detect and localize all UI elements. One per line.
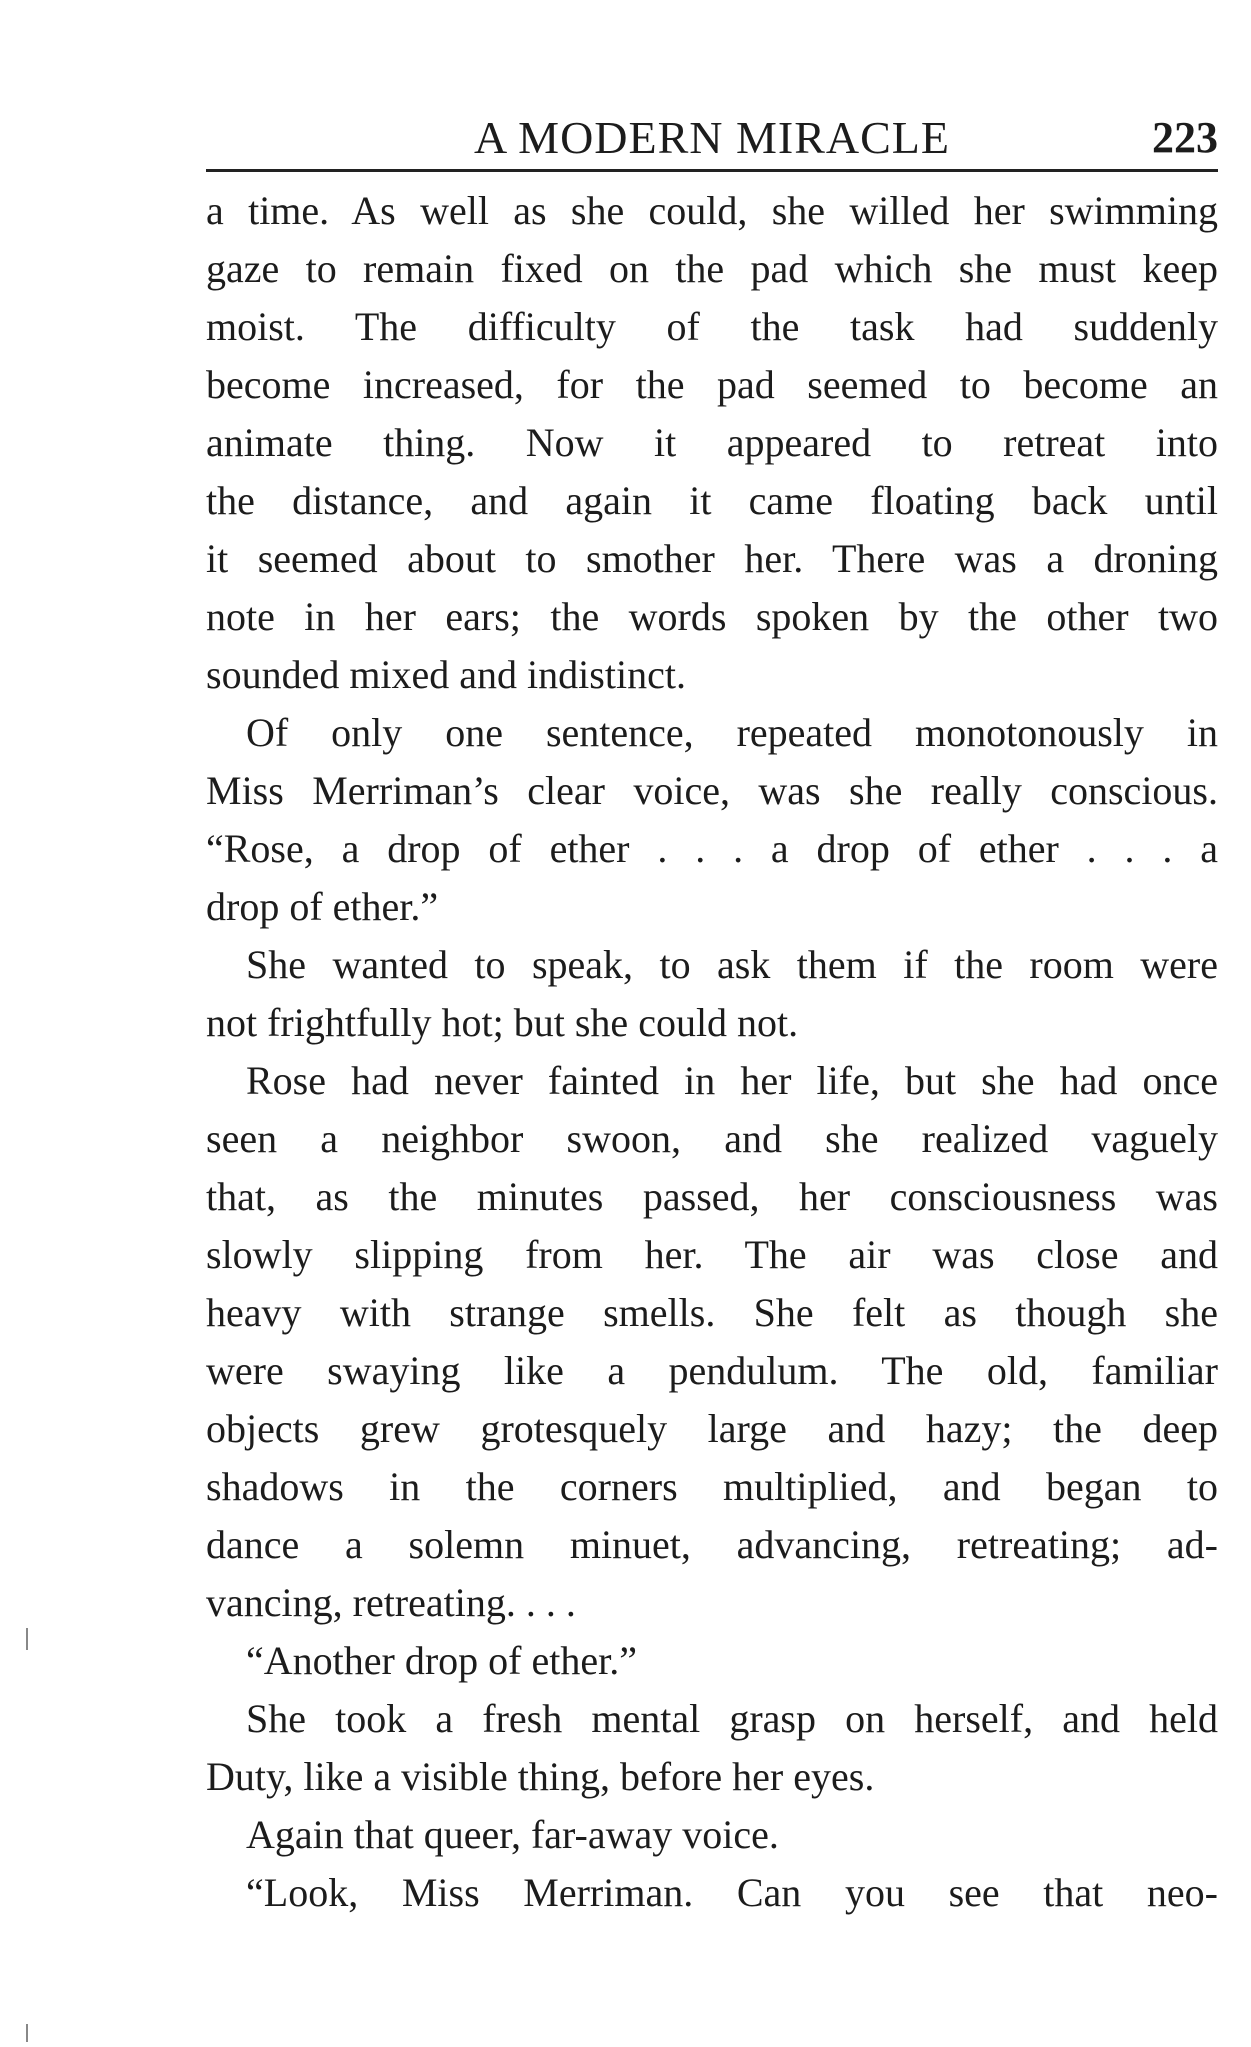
text-line: seen a neighbor swoon, and she realized vaguely bbox=[206, 1116, 1218, 1161]
text-line: Of only one sentence, repeated monotonously in bbox=[246, 710, 1218, 755]
book-page bbox=[206, 110, 1218, 1922]
text-line: objects grew grotesquely large and hazy; the deep bbox=[206, 1406, 1218, 1451]
text-line: “Another drop of ether.” bbox=[246, 1638, 637, 1683]
text-line: a time. As well as she could, she willed her swimming bbox=[206, 188, 1218, 233]
margin-speck bbox=[26, 1628, 28, 1650]
text-line: were swaying like a pendulum. The old, familiar bbox=[206, 1348, 1218, 1393]
text-line: sounded mixed and indistinct. bbox=[206, 652, 686, 697]
page-header bbox=[206, 110, 1218, 172]
text-line: animate thing. Now it appeared to retreat into bbox=[206, 420, 1218, 465]
text-line: She took a fresh mental grasp on herself, and held bbox=[246, 1696, 1218, 1741]
text-line: “Look, Miss Merriman. Can you see that neo- bbox=[246, 1870, 1218, 1915]
text-line: slowly slipping from her. The air was close and bbox=[206, 1232, 1218, 1277]
text-line: the distance, and again it came floating back until bbox=[206, 478, 1218, 523]
text-line: shadows in the corners multiplied, and began to bbox=[206, 1464, 1218, 1509]
text-line: gaze to remain fixed on the pad which she must keep bbox=[206, 246, 1218, 291]
page-number: 223 bbox=[1152, 113, 1218, 162]
text-line: Miss Merriman’s clear voice, was she really conscious. bbox=[206, 768, 1218, 813]
text-line: She wanted to speak, to ask them if the room were bbox=[246, 942, 1218, 987]
text-line: it seemed about to smother her. There was a droning bbox=[206, 536, 1218, 581]
body-text bbox=[206, 182, 1218, 1922]
text-line: moist. The difficulty of the task had suddenly bbox=[206, 304, 1218, 349]
text-line: vancing, retreating. . . . bbox=[206, 1580, 576, 1625]
text-line: become increased, for the pad seemed to become an bbox=[206, 362, 1218, 407]
margin-speck bbox=[26, 2024, 28, 2042]
text-line: “Rose, a drop of ether . . . a drop of ether . . . a bbox=[206, 826, 1218, 871]
text-line: Again that queer, far-away voice. bbox=[246, 1812, 779, 1857]
text-line: drop of ether.” bbox=[206, 884, 439, 929]
text-line: note in her ears; the words spoken by the other two bbox=[206, 594, 1218, 639]
text-line: Duty, like a visible thing, before her eyes. bbox=[206, 1754, 875, 1799]
text-line: Rose had never fainted in her life, but she had once bbox=[246, 1058, 1218, 1103]
running-title: A MODERN MIRACLE bbox=[473, 112, 951, 163]
text-line: not frightfully hot; but she could not. bbox=[206, 1000, 799, 1045]
text-line: dance a solemn minuet, advancing, retreating; ad- bbox=[206, 1522, 1218, 1567]
text-line: heavy with strange smells. She felt as though she bbox=[206, 1290, 1218, 1335]
text-line: that, as the minutes passed, her consciousness was bbox=[206, 1174, 1218, 1219]
